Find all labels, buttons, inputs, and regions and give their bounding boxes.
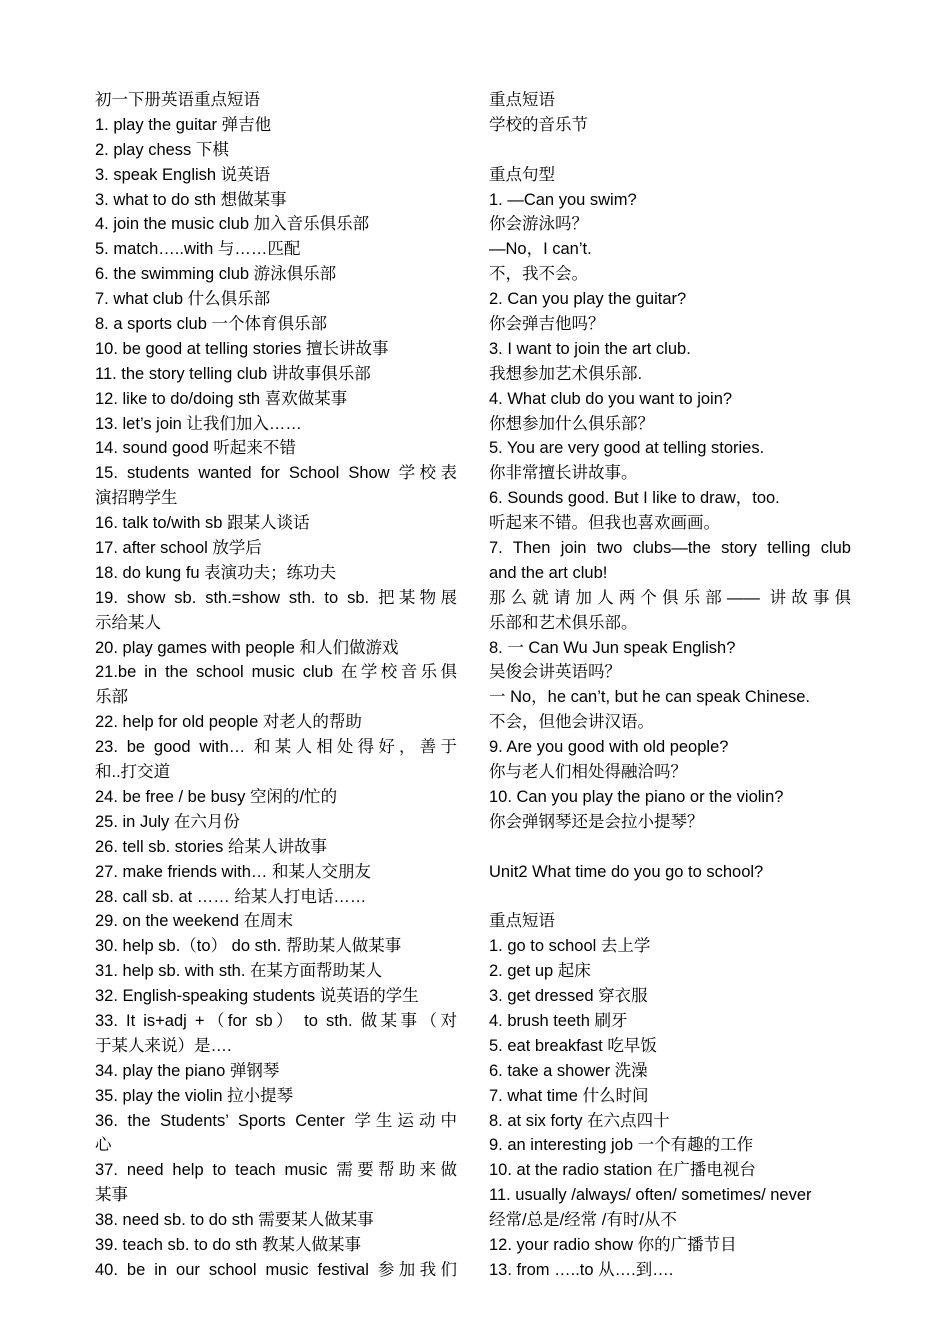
left-column-text-line: 29. on the weekend 在周末: [95, 912, 294, 931]
left-column-text-line: 23. be good with… 和某人相处得好，善于: [95, 738, 457, 757]
left-column-text-line: 27. make friends with… 和某人交朋友: [95, 862, 371, 881]
right-column-text-line: 1. go to school 去上学: [489, 937, 651, 956]
left-column-text-line: 37. need help to teach music 需要帮助来做: [95, 1161, 457, 1180]
right-column-text-line: —No，I can’t.: [489, 240, 592, 259]
right-column-text-line: 10. at the radio station 在广播电视台: [489, 1161, 756, 1180]
right-column-text-line: 8. 一 Can Wu Jun speak English?: [489, 638, 736, 657]
left-column-text-line: 13. let’s join 让我们加入……: [95, 414, 302, 433]
left-column-text-line: 6. the swimming club 游泳俱乐部: [95, 265, 337, 284]
left-column-text-line: 5. match…..with 与……匹配: [95, 240, 301, 259]
right-column-text-line: 那么就请加人两个俱乐部—— 讲故事俱: [489, 588, 851, 607]
right-column-text-line: 4. What club do you want to join?: [489, 389, 733, 408]
left-column-text-line: 示给某人: [95, 613, 161, 632]
right-column-blank-line: [489, 835, 851, 860]
left-column-text-line: 38. need sb. to do sth 需要某人做某事: [95, 1211, 374, 1230]
right-column-text-line: 乐部和艺术俱乐部。: [489, 613, 638, 632]
left-column-text-line: 10. be good at telling stories 擅长讲故事: [95, 339, 389, 358]
left-column-text-line: 25. in July 在六月份: [95, 812, 240, 831]
left-column-text-line: 20. play games with people 和人们做游戏: [95, 638, 399, 657]
right-column-text-line: 你会游泳吗？: [489, 215, 588, 234]
left-column-text-line: 4. join the music club 加入音乐俱乐部: [95, 215, 370, 234]
left-column-text-line: 11. the story telling club 讲故事俱乐部: [95, 364, 371, 383]
right-column-text-line: 2. get up 起床: [489, 962, 591, 981]
left-column-text-line: 22. help for old people 对老人的帮助: [95, 713, 362, 732]
right-column-text-line: Unit2 What time do you go to school?: [489, 862, 764, 881]
left-column-text-line: 19. show sb. sth.=show sth. to sb. 把某物展: [95, 588, 457, 607]
right-column-text-line: 听起来不错。但我也喜欢画画。: [489, 514, 720, 533]
right-column-text-line: 你会弹钢琴还是会拉小提琴？: [489, 812, 704, 831]
right-column-blank-line: [489, 138, 851, 163]
right-column-text-line: 6. Sounds good. But I like to draw，too.: [489, 489, 780, 508]
right-column-text-line: 吴俊会讲英语吗？: [489, 663, 621, 682]
right-column-text-line: 7. what time 什么时间: [489, 1086, 649, 1105]
left-column-text-line: 于某人来说）是….: [95, 1036, 232, 1055]
left-column-text-line: 30. help sb.（to） do sth. 帮助某人做某事: [95, 937, 402, 956]
left-column-text-line: 和..打交道: [95, 763, 171, 782]
left-column-text-line: 初一下册英语重点短语: [95, 91, 260, 109]
left-column-text-line: 乐部: [95, 688, 128, 707]
right-column-text-line: 9. Are you good with old people?: [489, 738, 729, 757]
left-column-text-line: 3. what to do sth 想做某事: [95, 190, 287, 209]
right-column-text-line: and the art club!: [489, 563, 608, 582]
left-column-text-line: 14. sound good 听起来不错: [95, 439, 296, 458]
right-column-text-line: 7. Then join two clubs—the story telling club: [489, 539, 851, 558]
right-column-text-line: 你想参加什么俱乐部？: [489, 414, 654, 433]
left-column-text-line: 某事: [95, 1186, 128, 1205]
right-column-text-line: 重点短语: [489, 91, 555, 109]
right-column-text-line: 3. I want to join the art club.: [489, 339, 691, 358]
right-column-text-line: 5. You are very good at telling stories.: [489, 439, 765, 458]
left-column-text-line: 心: [95, 1136, 112, 1155]
left-column-text-line: 17. after school 放学后: [95, 539, 262, 558]
left-column-text-line: 12. like to do/doing sth 喜欢做某事: [95, 389, 348, 408]
left-column-text-line: 36. the Students’ Sports Center 学生运动中: [95, 1111, 457, 1130]
right-column-text-line: 11. usually /always/ often/ sometimes/ never: [489, 1186, 812, 1205]
left-column-text-line: 40. be in our school music festival 参加我们: [95, 1260, 457, 1279]
right-column-text-line: 你与老人们相处得融洽吗？: [489, 763, 687, 782]
right-column-text-line: 10. Can you play the piano or the violin?: [489, 787, 784, 806]
left-column-text-line: 15. students wanted for School Show 学校表: [95, 464, 457, 483]
left-column-text-line: 35. play the violin 拉小提琴: [95, 1086, 294, 1105]
right-column-text-line: 13. from …..to 从….到….: [489, 1260, 674, 1279]
left-column-text-line: 2. play chess 下棋: [95, 140, 229, 159]
right-column-text-line: 你非常擅长讲故事。: [489, 464, 638, 483]
left-column-text-line: 演招聘学生: [95, 489, 178, 508]
right-column-text-line: 1. —Can you swim?: [489, 190, 637, 209]
right-column-blank-line: [489, 885, 851, 910]
right-column-text-line: 12. your radio show 你的广播节目: [489, 1235, 737, 1254]
right-column-text-line: 一 No，he can’t, but he can speak Chinese.: [489, 688, 811, 707]
right-column-text-line: 9. an interesting job 一个有趣的工作: [489, 1136, 754, 1155]
left-column-text-line: 26. tell sb. stories 给某人讲故事: [95, 837, 327, 856]
right-column: [489, 88, 851, 1283]
right-column-text-line: 重点句型: [489, 165, 555, 184]
left-column-text-line: 3. speak English 说英语: [95, 165, 271, 184]
left-column-text-line: 21.be in the school music club 在学校音乐俱: [95, 663, 457, 682]
right-column-text-line: 经常/总是/经常 /有时/从不: [489, 1211, 677, 1230]
right-column-text-line: 3. get dressed 穿衣服: [489, 987, 648, 1006]
left-column-text-line: 1. play the guitar 弹吉他: [95, 115, 272, 134]
left-column-text-line: 33. It is+adj +（for sb） to sth. 做某事（对: [95, 1011, 457, 1030]
left-column-text-line: 16. talk to/with sb 跟某人谈话: [95, 514, 310, 533]
right-column-text-line: 5. eat breakfast 吃早饭: [489, 1036, 657, 1055]
right-column-text-line: 6. take a shower 洗澡: [489, 1061, 648, 1080]
left-column-text-line: 18. do kung fu 表演功夫；练功夫: [95, 563, 337, 582]
right-column-text-line: 不，我不会。: [489, 265, 588, 284]
right-column-text-line: 4. brush teeth 刷牙: [489, 1011, 628, 1030]
left-column-text-line: 31. help sb. with sth. 在某方面帮助某人: [95, 962, 383, 981]
right-column-text-line: 8. at six forty 在六点四十: [489, 1111, 670, 1130]
right-column-text-line: 学校的音乐节: [489, 115, 588, 134]
right-column-text-line: 2. Can you play the guitar?: [489, 290, 687, 309]
left-column-text-line: 28. call sb. at …… 给某人打电话……: [95, 887, 367, 906]
right-column-text-line: 你会弹吉他吗？: [489, 315, 605, 334]
right-column-text-line: 重点短语: [489, 912, 555, 931]
left-column-text-line: 39. teach sb. to do sth 教某人做某事: [95, 1235, 361, 1254]
left-column-text-line: 7. what club 什么俱乐部: [95, 290, 271, 309]
right-column-text-line: 不会，但他会讲汉语。: [489, 713, 654, 732]
left-column-text-line: 34. play the piano 弹钢琴: [95, 1061, 280, 1080]
left-column: [95, 88, 457, 1283]
left-column-text-line: 8. a sports club 一个体育俱乐部: [95, 315, 327, 334]
right-column-text-line: 我想参加艺术俱乐部.: [489, 364, 643, 383]
left-column-text-line: 24. be free / be busy 空闲的/忙的: [95, 787, 338, 806]
left-column-text-line: 32. English-speaking students 说英语的学生: [95, 987, 419, 1006]
